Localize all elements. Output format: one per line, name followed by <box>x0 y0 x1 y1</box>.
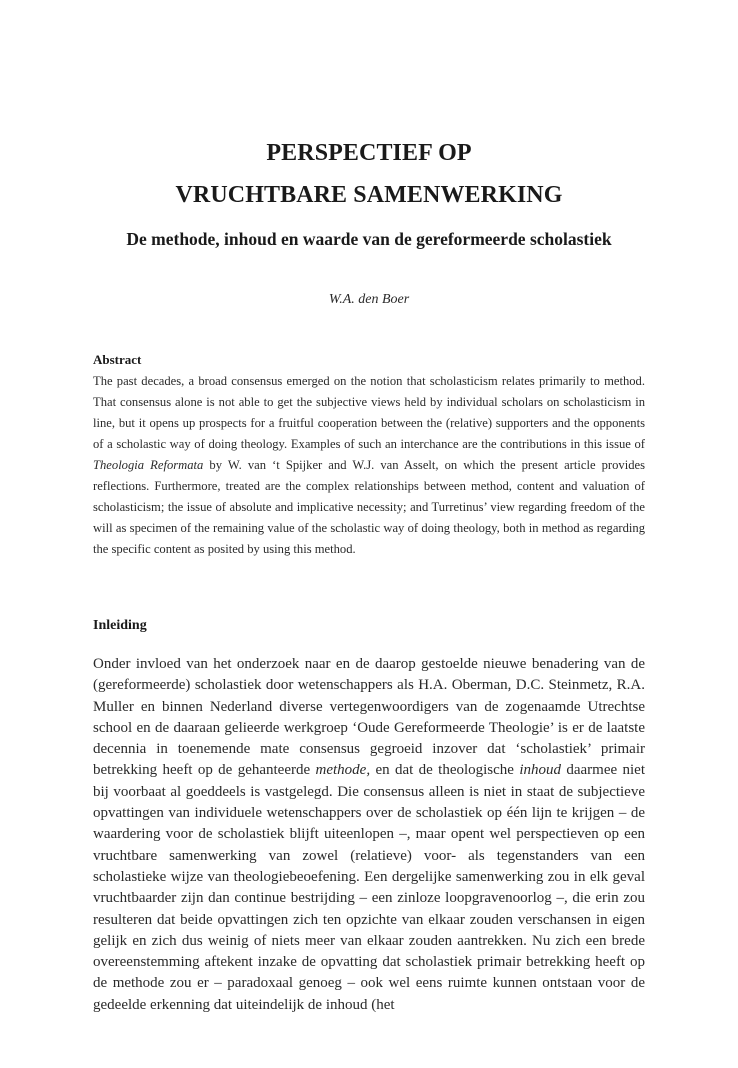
emphasis-methode: methode, <box>315 762 371 779</box>
section-body <box>93 654 645 1016</box>
article-title-line-1: PERSPECTIEF OP <box>266 140 472 166</box>
abstract-text-part-2: by W. van ‘t Spijker and W.J. van Asselt, on which the present article provides reflections. Furthermore, treated are the complex relationships between method, content and valuation of scholasticism; the issue of absolute and implicative necessity; and Turretinus’ view regarding freedom of the will as specimen of the remaining value of the scholastic way of doing theology, both in method as regarding the specific content as posited by using this method. <box>93 458 645 556</box>
journal-title: Theologia Reformata <box>93 458 204 472</box>
body-text-part-1: Onder invloed van het onderzoek naar en de daarop gestoelde nieuwe benadering van de (gereformeerde) scholastiek door wetenschappers als H.A. Oberman, D.C. Steinmetz, R.A. Muller en binnen Nederland diverse vertegenwoordigers van de zogenaamde Utrechtse school en de daaraan gelieerde werkgroep ‘Oude Gereformeerde Theologie’ is er de laatste decennia in toenemende mate consensus gegroeid inzover dat ‘scholastiek’ primair betrekking heeft op de gehanteerde <box>93 656 645 779</box>
article-title-line-2: VRUCHTBARE SAMENWERKING <box>175 182 563 208</box>
abstract-text-part-1: The past decades, a broad consensus emerged on the notion that scholasticism relates primarily to method. That consensus alone is not able to get the subjective views held by individual scholars on scholasticism in line, but it opens up prospects for a fruitful cooperation between the (relative) supporters and the opponents of a scholastic way of doing theology. Examples of such an interchance are the contributions in this issue of <box>93 374 645 451</box>
author-name: W.A. den Boer <box>328 292 410 307</box>
section-heading: Inleiding <box>93 618 147 633</box>
body-text-part-3: daarmee niet bij voorbaat al goeddeels is vastgelegd. Die consensus alleen is niet in staat de subjectieve opvattingen van individuele wetenschappers over de scholastiek op één lijn te krijgen – de waardering voor de scholastiek blijft uiteenlopen –, maar opent wel perspectieven op een vruchtbare samenwerking van zowel (relatieve) voor- als tegenstanders van een scholastieke wijze van theologiebeoefening. Een dergelijke samenwerking zou in elk geval vruchtbaarder zijn dan continue bestrijding – een zinloze loopgravenoorlog –, die erin zou resulteren dat beide opvattingen zich ten opzichte van elkaar zouden verschansen in eigen gelijk en zich dus weinig of niets meer van elkaar zouden aantrekken. Nu zich een brede overeenstemming aftekent inzake de opvatting dat scholastiek primair betrekking heeft op de methode zou er – paradoxaal genoeg – ook wel eens ruimte kunnen ontstaan voor de gedeelde erkenning dat uiteindelijk de inhoud (het <box>93 762 645 1013</box>
body-text-part-2: en dat de theologische <box>370 762 520 779</box>
article-subtitle: De methode, inhoud en waarde van de gereformeerde scholastiek <box>126 229 612 249</box>
emphasis-inhoud: inhoud <box>519 762 561 779</box>
abstract-body <box>93 371 645 560</box>
abstract-heading: Abstract <box>93 352 142 367</box>
